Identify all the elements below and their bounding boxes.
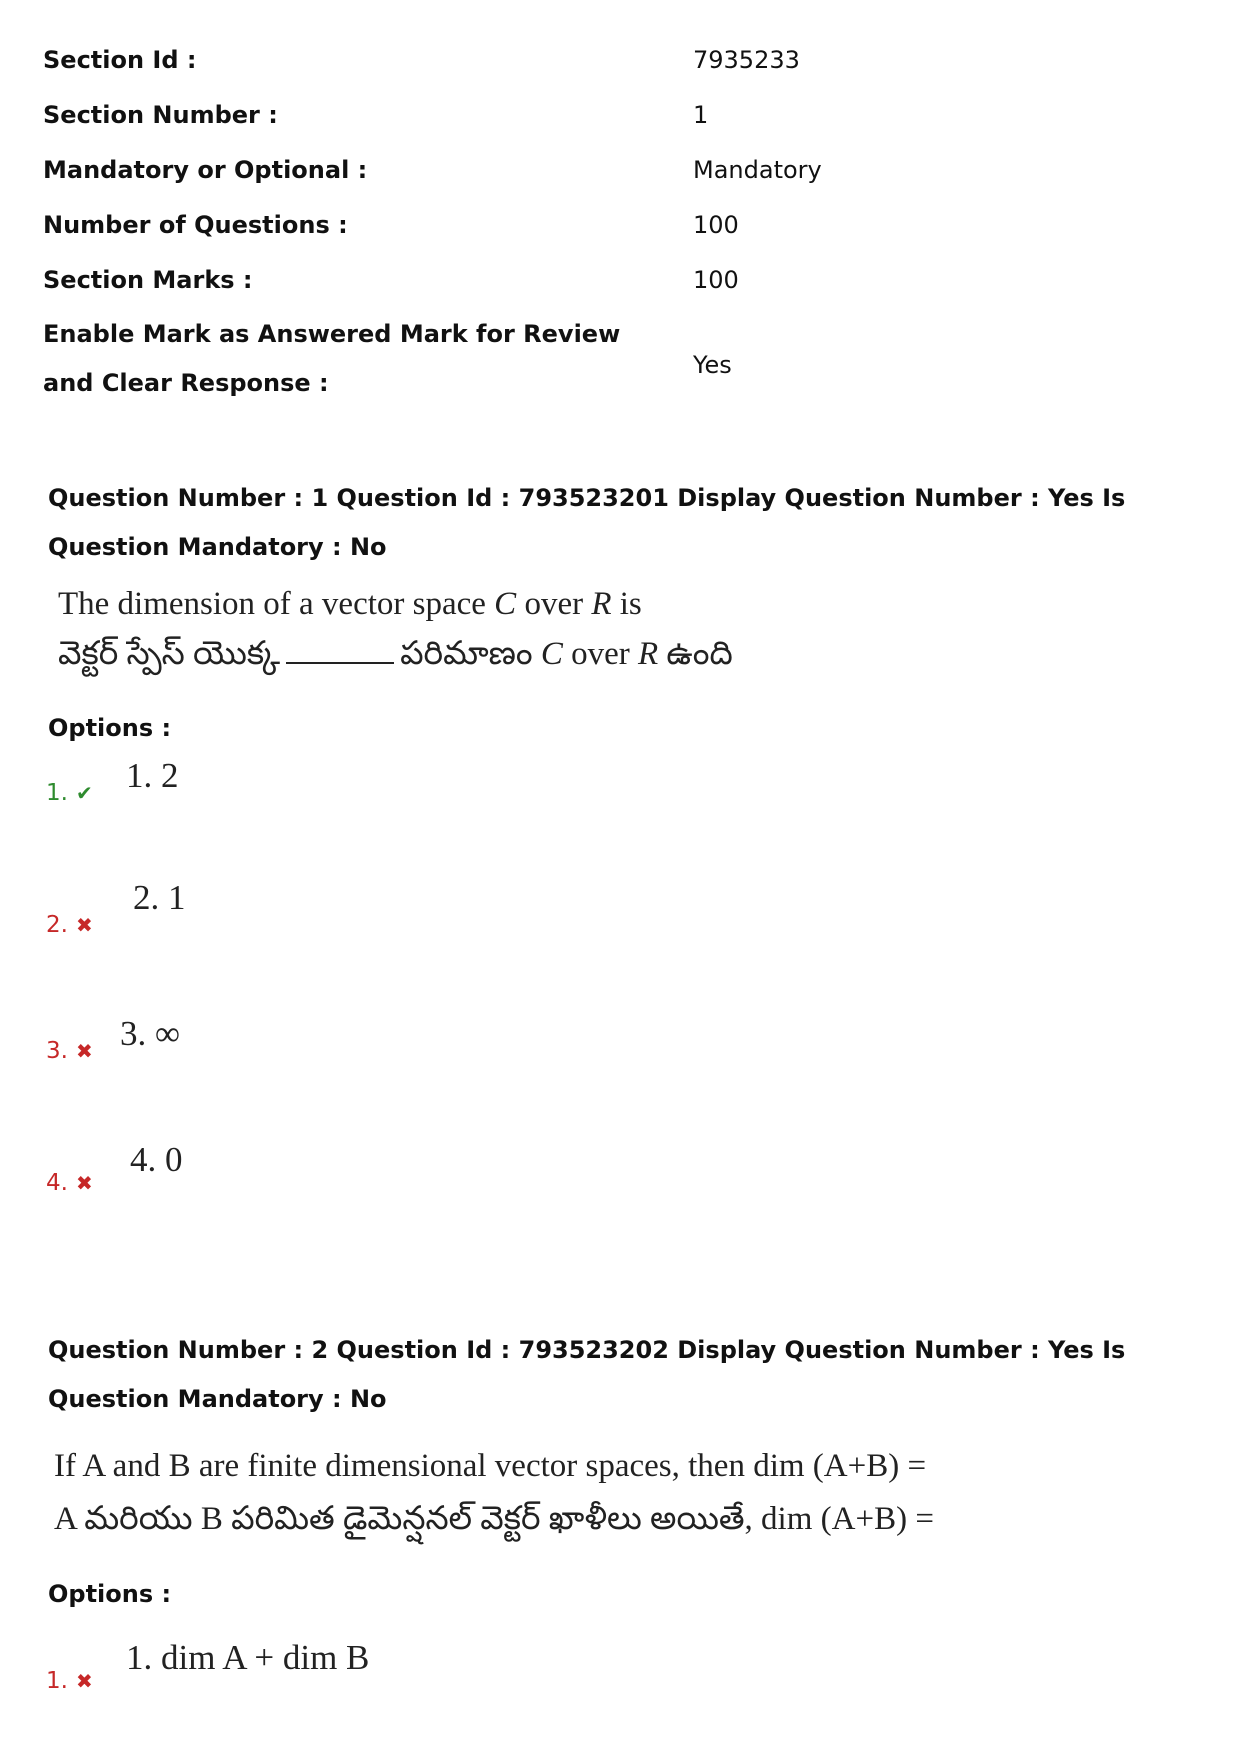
question-1-options-label: Options : (48, 714, 172, 742)
q1-te-part-a: వెక్టర్ స్పేస్ యొక్క (58, 636, 281, 672)
check-icon: ✔ (75, 781, 93, 805)
q1-option-3-number: 3. (46, 1038, 68, 1064)
q1-option-2-text: 2. 1 (133, 878, 186, 917)
q1-te-part-b: పరిమాణం (400, 636, 541, 672)
enable-mark-row (43, 307, 1143, 417)
section-number-row (43, 87, 1143, 142)
q1-te-part-d: ఉంది (658, 636, 733, 672)
section-id-row (43, 32, 1143, 87)
q1-option-3-text: 3. ∞ (120, 1014, 180, 1053)
q1-option-4-marker (46, 1170, 93, 1196)
cross-icon: ✖ (75, 913, 93, 937)
question-2-text-english: If A and B are finite dimensional vector spaces, then dim (A+B) = (54, 1448, 927, 1484)
question-2-text-telugu: A మరియు B పరిమిత డైమెన్షనల్ వెక్టర్ ఖాళీలు అయితే, dim (A+B) = (54, 1501, 934, 1537)
section-marks-label: Section Marks : (43, 266, 253, 294)
q1-en-part-c: is (611, 586, 642, 622)
mandatory-label: Mandatory or Optional : (43, 156, 368, 184)
q1-option-2-marker (46, 912, 93, 938)
cross-icon: ✖ (75, 1039, 93, 1063)
q1-option-4-number: 4. (46, 1170, 68, 1196)
question-count-label: Number of Questions : (43, 211, 348, 239)
answer-blank (286, 634, 394, 664)
q1-option-1-text: 1. 2 (126, 756, 179, 795)
q1-en-var-c: C (494, 586, 517, 622)
section-number-label: Section Number : (43, 101, 278, 129)
question-count-value: 100 (693, 211, 739, 239)
question-1-text-telugu (58, 628, 733, 680)
cross-icon: ✖ (75, 1669, 93, 1693)
q2-option-1-number: 1. (46, 1668, 68, 1694)
q1-te-part-c: over (562, 636, 638, 672)
q1-option-4-text: 4. 0 (130, 1140, 183, 1179)
enable-mark-label: Enable Mark as Answered Mark for Review and Clear Response : (43, 320, 621, 397)
section-marks-row (43, 252, 1143, 307)
q1-option-1-number: 1. (46, 780, 68, 806)
q1-option-3-marker (46, 1038, 93, 1064)
q1-en-part-b: over (516, 586, 592, 622)
q1-te-var-c: C (540, 636, 563, 672)
mandatory-row (43, 142, 1143, 197)
question-2-header: Question Number : 2 Question Id : 793523202 Display Question Number : Yes Is Question Mandatory : No (48, 1336, 1126, 1413)
q1-option-2-number: 2. (46, 912, 68, 938)
q1-te-var-r: R (638, 636, 659, 672)
enable-mark-value: Yes (693, 351, 732, 379)
q1-en-var-r: R (591, 586, 612, 622)
section-details (43, 32, 1143, 417)
q1-option-1-marker (46, 780, 93, 806)
q2-option-1-marker (46, 1668, 93, 1694)
question-2-options-label: Options : (48, 1580, 172, 1608)
q1-en-part-a: The dimension of a vector space (58, 586, 495, 622)
section-marks-value: 100 (693, 266, 739, 294)
section-id-label: Section Id : (43, 46, 197, 74)
section-id-value: 7935233 (693, 46, 800, 74)
section-number-value: 1 (693, 101, 709, 129)
cross-icon: ✖ (75, 1171, 93, 1195)
mandatory-value: Mandatory (693, 156, 822, 184)
q2-option-1-text: 1. dim A + dim B (126, 1638, 370, 1677)
question-1-header: Question Number : 1 Question Id : 793523201 Display Question Number : Yes Is Question Mandatory : No (48, 484, 1126, 561)
question-count-row (43, 197, 1143, 252)
question-1-text-english (58, 578, 642, 630)
